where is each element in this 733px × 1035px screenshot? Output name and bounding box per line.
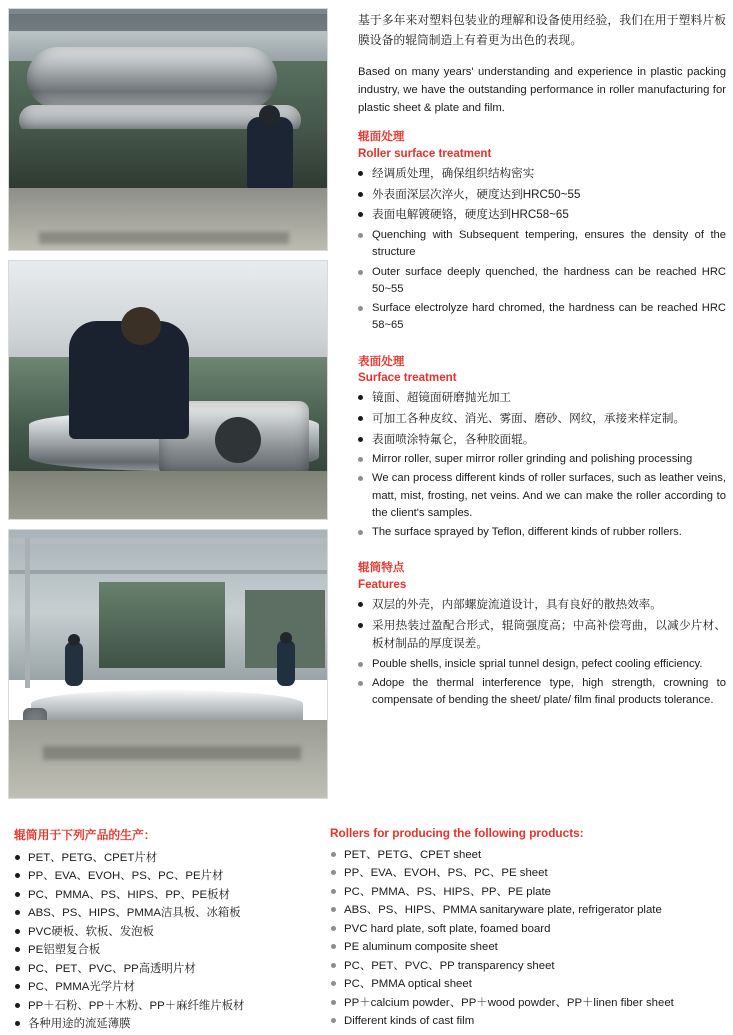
section-heading-surface-treatment	[358, 354, 726, 387]
section-title-cn: 表面处理	[358, 354, 405, 368]
list-item: 镜面、超镜面研磨抛光加工	[358, 389, 726, 408]
intro-paragraph-cn: 基于多年来对塑料包装业的理解和设备使用经验，我们在用于塑料片板膜设备的辊筒制造上有着更为出色的表现。	[358, 13, 726, 48]
list-item: 外表面深层次淬火，硬度达到HRC50~55	[358, 186, 726, 205]
list-item: Mirror roller, super mirror roller grinding and polishing processing	[358, 451, 726, 468]
products-column-cn	[14, 826, 334, 1034]
features-list	[358, 596, 726, 709]
text-column	[358, 10, 726, 712]
section-heading-roller-surface	[358, 129, 726, 162]
products-list-en	[330, 846, 725, 1031]
list-item: Outer surface deeply quenched, the hardness can be reached HRC 50~55	[358, 264, 726, 299]
list-item: 采用热装过盈配合形式，辊筒强度高；中高补偿弯曲，以减少片材、板材制品的厚度误差。	[358, 617, 726, 654]
section-title-cn: 辊面处理	[358, 130, 405, 144]
products-column-en	[330, 826, 725, 1031]
list-item: The surface sprayed by Teflon, different kinds of rubber rollers.	[358, 524, 726, 541]
list-item: PP＋calcium powder、PP＋wood powder、PP＋linen fiber sheet	[330, 994, 725, 1012]
list-item: PC、PMMA、PS、HIPS、PP、PE板材	[14, 886, 334, 904]
list-item: PC、PET、PVC、PP transparency sheet	[330, 957, 725, 975]
list-item: PVC硬板、软板、发泡板	[14, 923, 334, 941]
section-title-cn: 辊筒特点	[358, 561, 405, 575]
spacer	[358, 337, 726, 348]
list-item: 可加工各种皮纹、消光、雾面、磨砂、网纹，承接来样定制。	[358, 410, 726, 429]
list-item: PP、EVA、EVOH、PS、PC、PE sheet	[330, 864, 725, 882]
list-item: PP、EVA、EVOH、PS、PC、PE片材	[14, 867, 334, 885]
list-item: PE铝塑复合板	[14, 941, 334, 959]
list-item: 表面喷涂特氟仑，各种胶面辊。	[358, 431, 726, 450]
photo-column	[8, 8, 328, 808]
list-item: PET、PETG、CPET片材	[14, 849, 334, 867]
products-title-en: Rollers for producing the following products:	[330, 826, 584, 840]
list-item: Quenching with Subsequent tempering, ensures the density of the structure	[358, 227, 726, 262]
section-heading-features	[358, 560, 726, 593]
section-title-en: Surface treatment	[358, 370, 457, 384]
roller-surface-list	[358, 165, 726, 334]
section-title-en: Roller surface treatment	[358, 146, 492, 160]
list-item: ABS、PS、HIPS、PMMA洁具板、冰箱板	[14, 904, 334, 922]
list-item: PP＋石粉、PP＋木粉、PP＋麻纤维片板材	[14, 997, 334, 1015]
list-item: Adope the thermal interference type, high strength, crowning to compensate of bending the sheet/ plate/ film final products tolerance.	[358, 675, 726, 710]
list-item: 各种用途的流延薄膜	[14, 1015, 334, 1033]
list-item: PET、PETG、CPET sheet	[330, 846, 725, 864]
list-item: PC、PMMA、PS、HIPS、PP、PE plate	[330, 883, 725, 901]
list-item: PVC hard plate, soft plate, foamed board	[330, 920, 725, 938]
list-item: Pouble shells, insicle sprial tunnel design, pefect cooling efficiency.	[358, 656, 726, 673]
section-title-en: Features	[358, 577, 407, 591]
list-item: ABS、PS、HIPS、PMMA sanitaryware plate, refrigerator plate	[330, 901, 725, 919]
intro-paragraph-en: Based on many years' understanding and experience in plastic packing industry, we have the outstanding performance in roller manufacturing for plastic sheet & plate and film.	[358, 65, 726, 115]
list-item: PE aluminum composite sheet	[330, 938, 725, 956]
surface-treatment-list	[358, 389, 726, 541]
list-item: 表面电解镀硬铬，硬度达到HRC58~65	[358, 206, 726, 225]
list-item: 经调质处理，确保组织结构密实	[358, 165, 726, 184]
finished-roller-photo	[8, 529, 328, 799]
roller-grinding-machine-photo	[8, 8, 328, 251]
list-item: We can process different kinds of roller surfaces, such as leather veins, matt, mist, frosting, net veins. And we can make the roller according to the client's samples.	[358, 470, 726, 522]
roller-assembly-photo	[8, 260, 328, 520]
list-item: PC、PMMA optical sheet	[330, 975, 725, 993]
spacer	[358, 543, 726, 554]
list-item: PC、PMMA光学片材	[14, 978, 334, 996]
list-item: Surface electrolyze hard chromed, the hardness can be reached HRC 58~65	[358, 300, 726, 335]
list-item: PC、PET、PVC、PP高透明片材	[14, 960, 334, 978]
products-list-cn	[14, 849, 334, 1034]
products-title-cn: 辊筒用于下列产品的生产：	[14, 828, 156, 842]
list-item: 双层的外壳，内部螺旋流道设计，具有良好的散热效率。	[358, 596, 726, 615]
list-item: Different kinds of cast film	[330, 1012, 725, 1030]
products-section	[0, 826, 733, 1035]
